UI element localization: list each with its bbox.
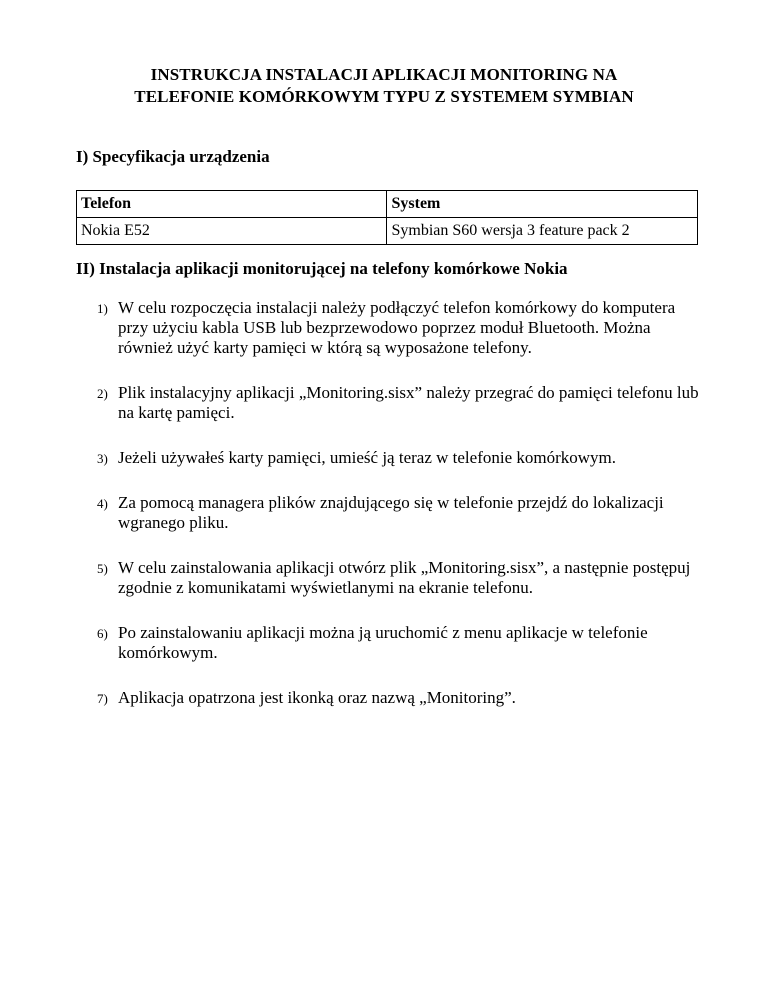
list-item-number: 7) xyxy=(97,691,108,706)
table-cell: Symbian S60 wersja 3 feature pack 2 xyxy=(387,218,698,245)
title-line-2: TELEFONIE KOMÓRKOWYM TYPU Z SYSTEMEM SYMBIAN xyxy=(134,87,634,106)
list-item xyxy=(76,448,706,468)
table-header-cell: Telefon xyxy=(77,191,387,218)
list-item-text: W celu zainstalowania aplikacji otwórz plik „Monitoring.sisx”, a następnie postępuj zgodnie z komunikatami wyświetlanymi na ekranie telefonu. xyxy=(118,558,691,597)
list-item-text: Jeżeli używałeś karty pamięci, umieść ją teraz w telefonie komórkowym. xyxy=(118,448,617,467)
device-spec-table xyxy=(76,190,698,245)
list-item-text: Po zainstalowaniu aplikacji można ją uruchomić z menu aplikacje w telefonie komórkowym. xyxy=(118,623,648,662)
table-header-cell: System xyxy=(387,191,698,218)
installation-steps-list xyxy=(76,298,706,733)
list-item-number: 3) xyxy=(97,451,108,466)
list-item-number: 5) xyxy=(97,561,108,576)
list-item xyxy=(76,623,706,663)
list-item xyxy=(76,298,706,358)
list-item-number: 2) xyxy=(97,386,108,401)
list-item xyxy=(76,383,706,423)
list-item-text: Za pomocą managera plików znajdującego się w telefonie przejdź do lokalizacji wgranego pliku. xyxy=(118,493,664,532)
section-heading-specification: I) Specyfikacja urządzenia xyxy=(76,147,270,166)
table-row xyxy=(77,218,698,245)
list-item-number: 6) xyxy=(97,626,108,641)
list-item-text: Plik instalacyjny aplikacji „Monitoring.sisx” należy przegrać do pamięci telefonu lub na kartę pamięci. xyxy=(118,383,699,422)
table-header-row xyxy=(77,191,698,218)
list-item-text: Aplikacja opatrzona jest ikonką oraz nazwą „Monitoring”. xyxy=(118,688,516,707)
list-item-number: 4) xyxy=(97,496,108,511)
list-item xyxy=(76,688,706,708)
table-cell: Nokia E52 xyxy=(77,218,387,245)
title-line-1: INSTRUKCJA INSTALACJI APLIKACJI MONITORING NA xyxy=(150,65,618,84)
section-heading-installation: II) Instalacja aplikacji monitorującej na telefony komórkowe Nokia xyxy=(76,259,568,278)
list-item xyxy=(76,493,706,533)
list-item-number: 1) xyxy=(97,301,108,316)
document-title xyxy=(0,64,768,108)
list-item xyxy=(76,558,706,598)
list-item-text: W celu rozpoczęcia instalacji należy podłączyć telefon komórkowy do komputera przy użyciu kabla USB lub bezprzewodowo poprzez moduł Bluetooth. Można również użyć karty pamięci w którą są wyposażone telefony. xyxy=(118,298,676,357)
